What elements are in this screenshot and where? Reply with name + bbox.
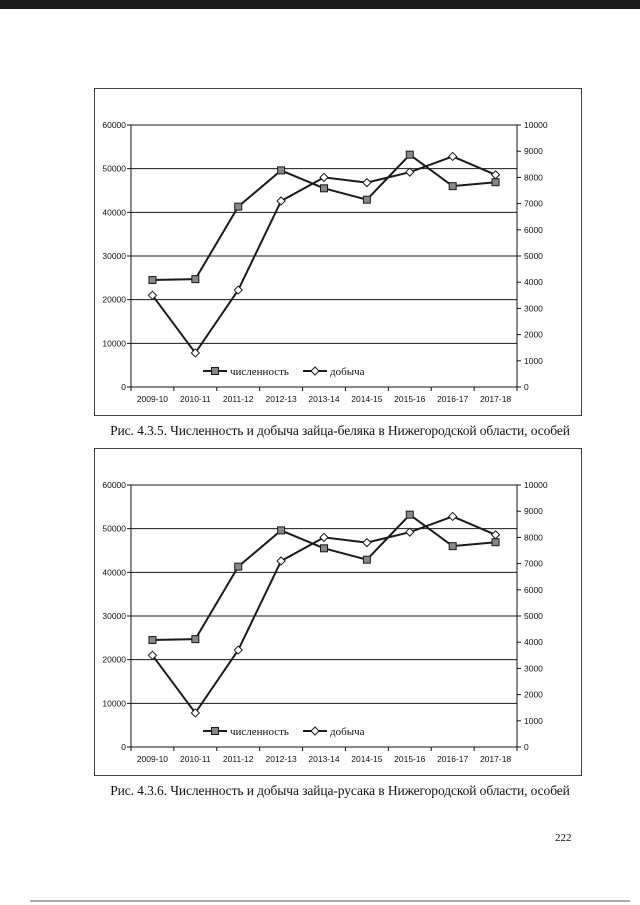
y-left-tick-label: 60000 bbox=[102, 120, 126, 130]
data-point-square bbox=[278, 167, 285, 174]
legend-label: численность bbox=[230, 366, 289, 378]
x-tick-label: 2014-15 bbox=[351, 394, 383, 404]
legend-label: численность bbox=[230, 726, 289, 738]
data-point-square bbox=[406, 151, 413, 158]
y-left-tick-label: 30000 bbox=[102, 251, 126, 261]
legend bbox=[203, 366, 365, 378]
x-tick-label: 2010-11 bbox=[180, 394, 211, 404]
y-left-tick-label: 40000 bbox=[102, 567, 126, 578]
data-point-square bbox=[235, 203, 242, 210]
data-point-diamond bbox=[311, 727, 319, 735]
data-point-diamond bbox=[406, 528, 414, 536]
data-point-square bbox=[149, 637, 156, 644]
y-left-tick-label: 60000 bbox=[102, 480, 126, 490]
data-point-diamond bbox=[363, 179, 371, 187]
x-tick-label: 2014-15 bbox=[351, 754, 383, 764]
data-point-diamond bbox=[363, 539, 371, 547]
y-left-tick-label: 20000 bbox=[102, 294, 126, 305]
x-tick-label: 2011-12 bbox=[222, 394, 254, 404]
data-point-square bbox=[363, 196, 370, 203]
y-right-tick-label: 10000 bbox=[524, 480, 548, 490]
scan-top-edge bbox=[0, 0, 640, 9]
y-right-tick-label: 9000 bbox=[524, 146, 543, 157]
x-tick-label: 2015-16 bbox=[394, 394, 426, 404]
page-number: 222 bbox=[555, 832, 572, 844]
chart-hare-white bbox=[95, 89, 583, 417]
x-tick-label: 2015-16 bbox=[394, 754, 426, 764]
x-tick-label: 2016-17 bbox=[437, 754, 469, 764]
y-right-tick-label: 8000 bbox=[524, 172, 543, 183]
data-point-diamond bbox=[277, 197, 285, 205]
x-tick-label: 2013-14 bbox=[308, 394, 340, 404]
legend-label: добыча bbox=[330, 726, 365, 738]
y-right-tick-label: 6000 bbox=[524, 224, 543, 235]
data-point-diamond bbox=[311, 367, 319, 375]
chart-frame-hare-brown bbox=[94, 448, 582, 776]
y-right-tick-label: 3000 bbox=[524, 663, 543, 674]
chart-frame-hare-white bbox=[94, 88, 582, 416]
data-point-diamond bbox=[449, 512, 457, 520]
figure-caption: Рис. 4.3.6. Численность и добыча зайца-русака в Нижегородской области, особей bbox=[110, 783, 570, 798]
y-right-tick-label: 2000 bbox=[524, 689, 543, 700]
data-point-square bbox=[212, 368, 219, 375]
y-right-tick-label: 8000 bbox=[524, 532, 543, 543]
legend-label: добыча bbox=[330, 366, 365, 378]
y-right-tick-label: 4000 bbox=[524, 277, 543, 288]
data-point-square bbox=[192, 636, 199, 643]
y-right-tick-label: 0 bbox=[524, 742, 529, 752]
legend bbox=[203, 726, 365, 738]
x-tick-label: 2017-18 bbox=[479, 394, 512, 404]
y-left-tick-label: 20000 bbox=[102, 654, 126, 665]
data-point-square bbox=[321, 185, 328, 192]
data-point-square bbox=[278, 527, 285, 534]
y-right-tick-label: 6000 bbox=[524, 584, 543, 595]
data-point-diamond bbox=[449, 152, 457, 160]
data-point-diamond bbox=[320, 173, 328, 181]
scan-bottom-edge bbox=[30, 900, 630, 902]
y-left-tick-label: 40000 bbox=[102, 207, 126, 218]
y-right-tick-label: 2000 bbox=[524, 329, 543, 340]
data-point-square bbox=[235, 563, 242, 570]
y-right-tick-label: 4000 bbox=[524, 637, 543, 648]
y-left-tick-label: 0 bbox=[121, 742, 126, 752]
y-right-tick-label: 5000 bbox=[524, 611, 543, 621]
chart-hare-brown bbox=[95, 449, 583, 777]
y-right-tick-label: 7000 bbox=[524, 198, 543, 209]
data-point-square bbox=[363, 556, 370, 563]
y-right-tick-label: 1000 bbox=[524, 715, 543, 726]
data-point-diamond bbox=[492, 171, 500, 179]
y-right-tick-label: 9000 bbox=[524, 506, 543, 517]
x-tick-label: 2013-14 bbox=[308, 754, 340, 764]
data-point-diamond bbox=[277, 557, 285, 565]
x-tick-label: 2011-12 bbox=[222, 754, 254, 764]
x-tick-label: 2012-13 bbox=[265, 754, 297, 764]
y-left-tick-label: 50000 bbox=[102, 523, 126, 534]
x-tick-label: 2012-13 bbox=[265, 394, 297, 404]
y-left-tick-label: 0 bbox=[121, 382, 126, 392]
data-point-diamond bbox=[320, 533, 328, 541]
data-point-square bbox=[449, 543, 456, 550]
figure-caption: Рис. 4.3.5. Численность и добыча зайца-беляка в Нижегородской области, особей bbox=[110, 423, 570, 438]
x-tick-label: 2009-10 bbox=[136, 394, 169, 404]
data-point-square bbox=[492, 539, 499, 546]
y-left-tick-label: 30000 bbox=[102, 611, 126, 621]
y-left-tick-label: 10000 bbox=[102, 338, 126, 349]
y-right-tick-label: 0 bbox=[524, 382, 529, 392]
y-right-tick-label: 5000 bbox=[524, 251, 543, 261]
data-point-square bbox=[406, 511, 413, 518]
x-tick-label: 2017-18 bbox=[479, 754, 512, 764]
data-point-square bbox=[321, 545, 328, 552]
data-point-square bbox=[212, 728, 219, 735]
x-tick-label: 2016-17 bbox=[437, 394, 469, 404]
data-point-diamond bbox=[406, 168, 414, 176]
x-tick-label: 2009-10 bbox=[136, 754, 169, 764]
y-right-tick-label: 10000 bbox=[524, 120, 548, 130]
data-point-square bbox=[449, 183, 456, 190]
data-point-diamond bbox=[492, 531, 500, 539]
y-left-tick-label: 10000 bbox=[102, 698, 126, 709]
x-tick-label: 2010-11 bbox=[180, 754, 211, 764]
y-right-tick-label: 3000 bbox=[524, 303, 543, 314]
data-point-square bbox=[192, 276, 199, 283]
y-left-tick-label: 50000 bbox=[102, 163, 126, 174]
data-point-square bbox=[492, 179, 499, 186]
y-right-tick-label: 7000 bbox=[524, 558, 543, 569]
y-right-tick-label: 1000 bbox=[524, 355, 543, 366]
data-point-square bbox=[149, 277, 156, 284]
